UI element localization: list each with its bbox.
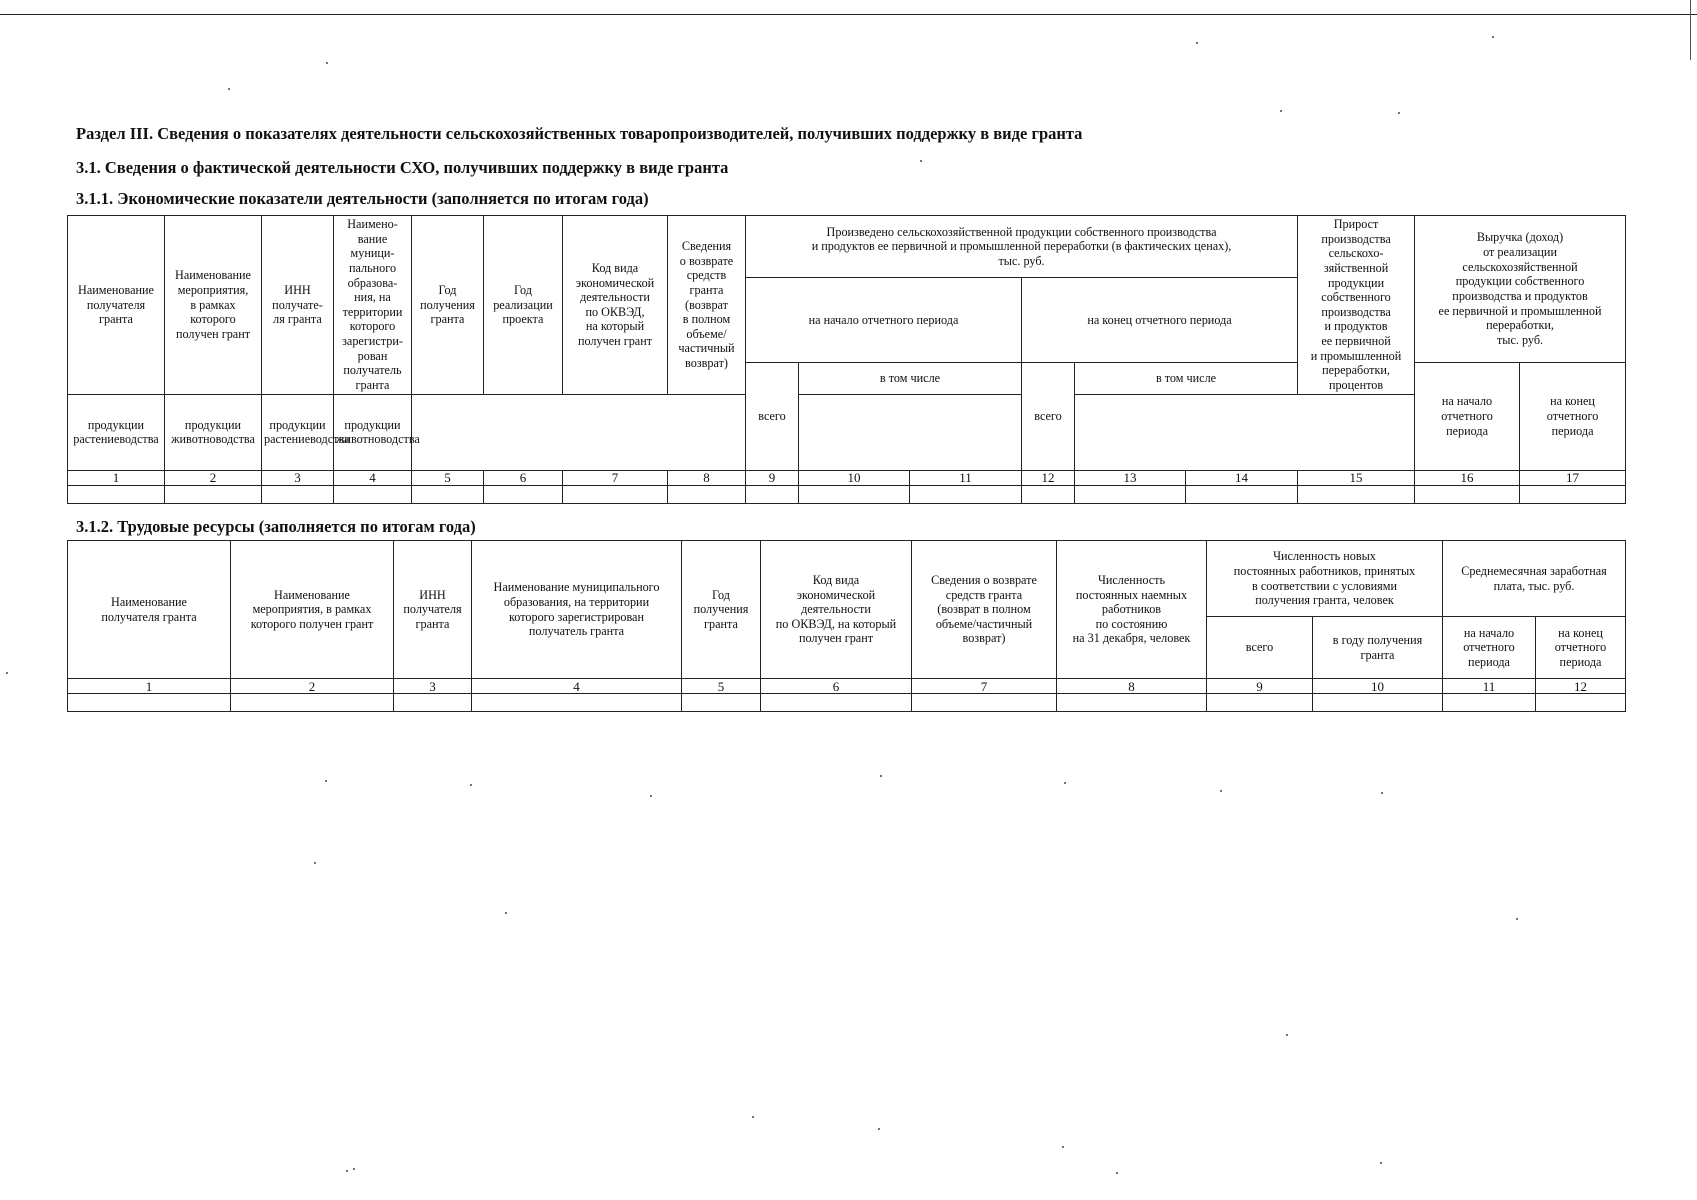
empty-cell: [231, 694, 394, 712]
col-header-period-start: на начало отчетного периода: [746, 278, 1022, 363]
scan-speck: [752, 1116, 754, 1118]
column-number: 13: [1075, 470, 1186, 485]
scan-speck: [325, 780, 327, 782]
table1-title: 3.1.1. Экономические показатели деятельности (заполняется по итогам года): [76, 189, 649, 208]
empty-cell: [412, 485, 484, 503]
col-header-total-start: всего: [746, 363, 799, 471]
column-number: 4: [472, 679, 682, 694]
empty-cell: [262, 485, 334, 503]
column-number: 3: [262, 470, 334, 485]
column-number: 7: [563, 470, 668, 485]
scan-speck: [920, 160, 922, 162]
subsection-title: 3.1. Сведения о фактической деятельности СХО, получивших поддержку в виде гранта: [76, 158, 729, 177]
col-header-recipient: Наименование получателя гранта: [68, 216, 165, 395]
column-number: 16: [1415, 470, 1520, 485]
scan-speck: [353, 1168, 355, 1170]
empty-cell: [1313, 694, 1443, 712]
col-header-refund: Сведения о возврате средств гранта (возврат в полном объеме/частичный возврат): [912, 541, 1057, 679]
empty-cell: [394, 694, 472, 712]
column-number: 4: [334, 470, 412, 485]
empty-cell: [668, 485, 746, 503]
scan-speck: [878, 1128, 880, 1130]
column-number: 11: [1443, 679, 1536, 694]
scan-speck: [1220, 790, 1222, 792]
col-header-crop-start: продукции растениеводства: [68, 394, 165, 470]
col-header-event: Наименование мероприятия, в рамках которого получен грант: [165, 216, 262, 395]
scan-speck: [650, 795, 652, 797]
column-number: 8: [668, 470, 746, 485]
scan-speck: [326, 62, 328, 64]
column-number: 12: [1536, 679, 1626, 694]
labor-resources-table: [67, 540, 1626, 712]
column-number: 15: [1298, 470, 1415, 485]
col-header-okved: Код вида экономической деятельности по ОКВЭД, на который получен грант: [563, 216, 668, 395]
top-border-line: [0, 14, 1697, 15]
empty-cell: [682, 694, 761, 712]
scan-speck: [505, 912, 507, 914]
column-number: 5: [412, 470, 484, 485]
scan-speck: [1492, 36, 1494, 38]
empty-cell: [1207, 694, 1313, 712]
empty-cell: [68, 694, 231, 712]
col-header-inn: ИНН получателя гранта: [394, 541, 472, 679]
scan-speck: [228, 88, 230, 90]
empty-cell: [1075, 485, 1186, 503]
empty-cell: [761, 694, 912, 712]
col-header-inn: ИНН получате- ля гранта: [262, 216, 334, 395]
scan-speck: [1064, 782, 1066, 784]
column-number: 9: [746, 470, 799, 485]
scan-speck: [1196, 42, 1198, 44]
col-header-livestock-end: продукции животноводства: [334, 394, 412, 470]
col-header-revenue-end: на конец отчетного периода: [1520, 363, 1626, 471]
empty-cell: [1536, 694, 1626, 712]
column-number: 6: [761, 679, 912, 694]
scan-speck: [1116, 1172, 1118, 1174]
column-number: 1: [68, 470, 165, 485]
scan-speck: [1516, 918, 1518, 920]
right-border-line: [1690, 0, 1691, 60]
col-header-project-year: Год реализации проекта: [484, 216, 563, 395]
empty-cell: [746, 485, 799, 503]
column-number: 17: [1520, 470, 1626, 485]
column-number: 6: [484, 470, 563, 485]
empty-cell: [1443, 694, 1536, 712]
column-number: 10: [1313, 679, 1443, 694]
column-number: 2: [165, 470, 262, 485]
col-header-employees: Численность постоянных наемных работников по состоянию на 31 декабря, человек: [1057, 541, 1207, 679]
scan-speck: [346, 1170, 348, 1172]
empty-cell: [1520, 485, 1626, 503]
col-header-livestock-start: продукции животноводства: [165, 394, 262, 470]
col-header-okved: Код вида экономической деятельности по ОКВЭД, на который получен грант: [761, 541, 912, 679]
col-header-produced: Произведено сельскохозяйственной продукции собственного производства и продуктов ее первичной и промышленной переработки (в фактических ценах), тыс. руб.: [746, 216, 1298, 278]
empty-cell: [484, 485, 563, 503]
col-header-salary: Среднемесячная заработная плата, тыс. руб.: [1443, 541, 1626, 617]
empty-cell: [1057, 694, 1207, 712]
column-number: 12: [1022, 470, 1075, 485]
col-header-grant-year: Год получения гранта: [412, 216, 484, 395]
col-header-municipality: Наимено- вание муници- пального образова- ния, на территории которого зарегистри- рован получатель гранта: [334, 216, 412, 395]
column-number: 5: [682, 679, 761, 694]
scan-speck: [1380, 1162, 1382, 1164]
col-header-grant-year: Год получения гранта: [682, 541, 761, 679]
scan-speck: [6, 672, 8, 674]
scan-speck: [314, 862, 316, 864]
economic-indicators-table: [67, 215, 1626, 504]
empty-cell: [472, 694, 682, 712]
empty-cell: [563, 485, 668, 503]
empty-cell: [334, 485, 412, 503]
section-title: Раздел III. Сведения о показателях деятельности сельскохозяйственных товаропроизводителей, получивших поддержку в виде гранта: [76, 124, 1083, 143]
col-header-revenue-start: на начало отчетного периода: [1415, 363, 1520, 471]
table2-title: 3.1.2. Трудовые ресурсы (заполняется по итогам года): [76, 517, 476, 536]
col-header-salary-start: на начало отчетного периода: [1443, 617, 1536, 679]
col-header-growth: Прирост производства сельскохо- зяйственной продукции собственного производства и продуктов ее первичной и промышленной переработки, процентов: [1298, 216, 1415, 395]
scan-speck: [1062, 1146, 1064, 1148]
empty-cell: [1022, 485, 1075, 503]
column-number: 10: [799, 470, 910, 485]
col-header-event: Наименование мероприятия, в рамках которого получен грант: [231, 541, 394, 679]
col-header-recipient: Наименование получателя гранта: [68, 541, 231, 679]
empty-cell: [799, 485, 910, 503]
col-header-period-end: на конец отчетного периода: [1022, 278, 1298, 363]
table-row: [68, 485, 1626, 503]
table-row: [68, 694, 1626, 712]
col-header-new-total: всего: [1207, 617, 1313, 679]
scan-speck: [1398, 112, 1400, 114]
scan-speck: [1286, 1034, 1288, 1036]
col-header-new-employees: Численность новых постоянных работников, принятых в соответствии с условиями получения гранта, человек: [1207, 541, 1443, 617]
empty-cell: [1415, 485, 1520, 503]
col-header-revenue: Выручка (доход) от реализации сельскохозяйственной продукции собственного производства и продуктов ее первичной и промышленной переработки, тыс. руб.: [1415, 216, 1626, 363]
scan-speck: [1280, 110, 1282, 112]
col-header-incl-start: в том числе: [799, 363, 1022, 395]
empty-cell: [912, 694, 1057, 712]
col-header-salary-end: на конец отчетного периода: [1536, 617, 1626, 679]
column-number: 3: [394, 679, 472, 694]
col-header-new-in-year: в году получения гранта: [1313, 617, 1443, 679]
scan-speck: [880, 775, 882, 777]
column-number: 9: [1207, 679, 1313, 694]
empty-cell: [68, 485, 165, 503]
empty-cell: [910, 485, 1022, 503]
col-header-municipality: Наименование муниципального образования, на территории которого зарегистрирован получатель гранта: [472, 541, 682, 679]
column-number: 1: [68, 679, 231, 694]
empty-cell: [165, 485, 262, 503]
col-header-incl-end: в том числе: [1075, 363, 1298, 395]
col-header-refund: Сведения о возврате средств гранта (возврат в полном объеме/ частичный возврат): [668, 216, 746, 395]
scan-speck: [1381, 792, 1383, 794]
col-header-total-end: всего: [1022, 363, 1075, 471]
column-number: 2: [231, 679, 394, 694]
col-header-crop-end: продукции растениеводства: [262, 394, 334, 470]
scan-speck: [470, 784, 472, 786]
column-number: 8: [1057, 679, 1207, 694]
empty-cell: [1298, 485, 1415, 503]
column-number: 7: [912, 679, 1057, 694]
column-number: 11: [910, 470, 1022, 485]
empty-cell: [1186, 485, 1298, 503]
column-number: 14: [1186, 470, 1298, 485]
